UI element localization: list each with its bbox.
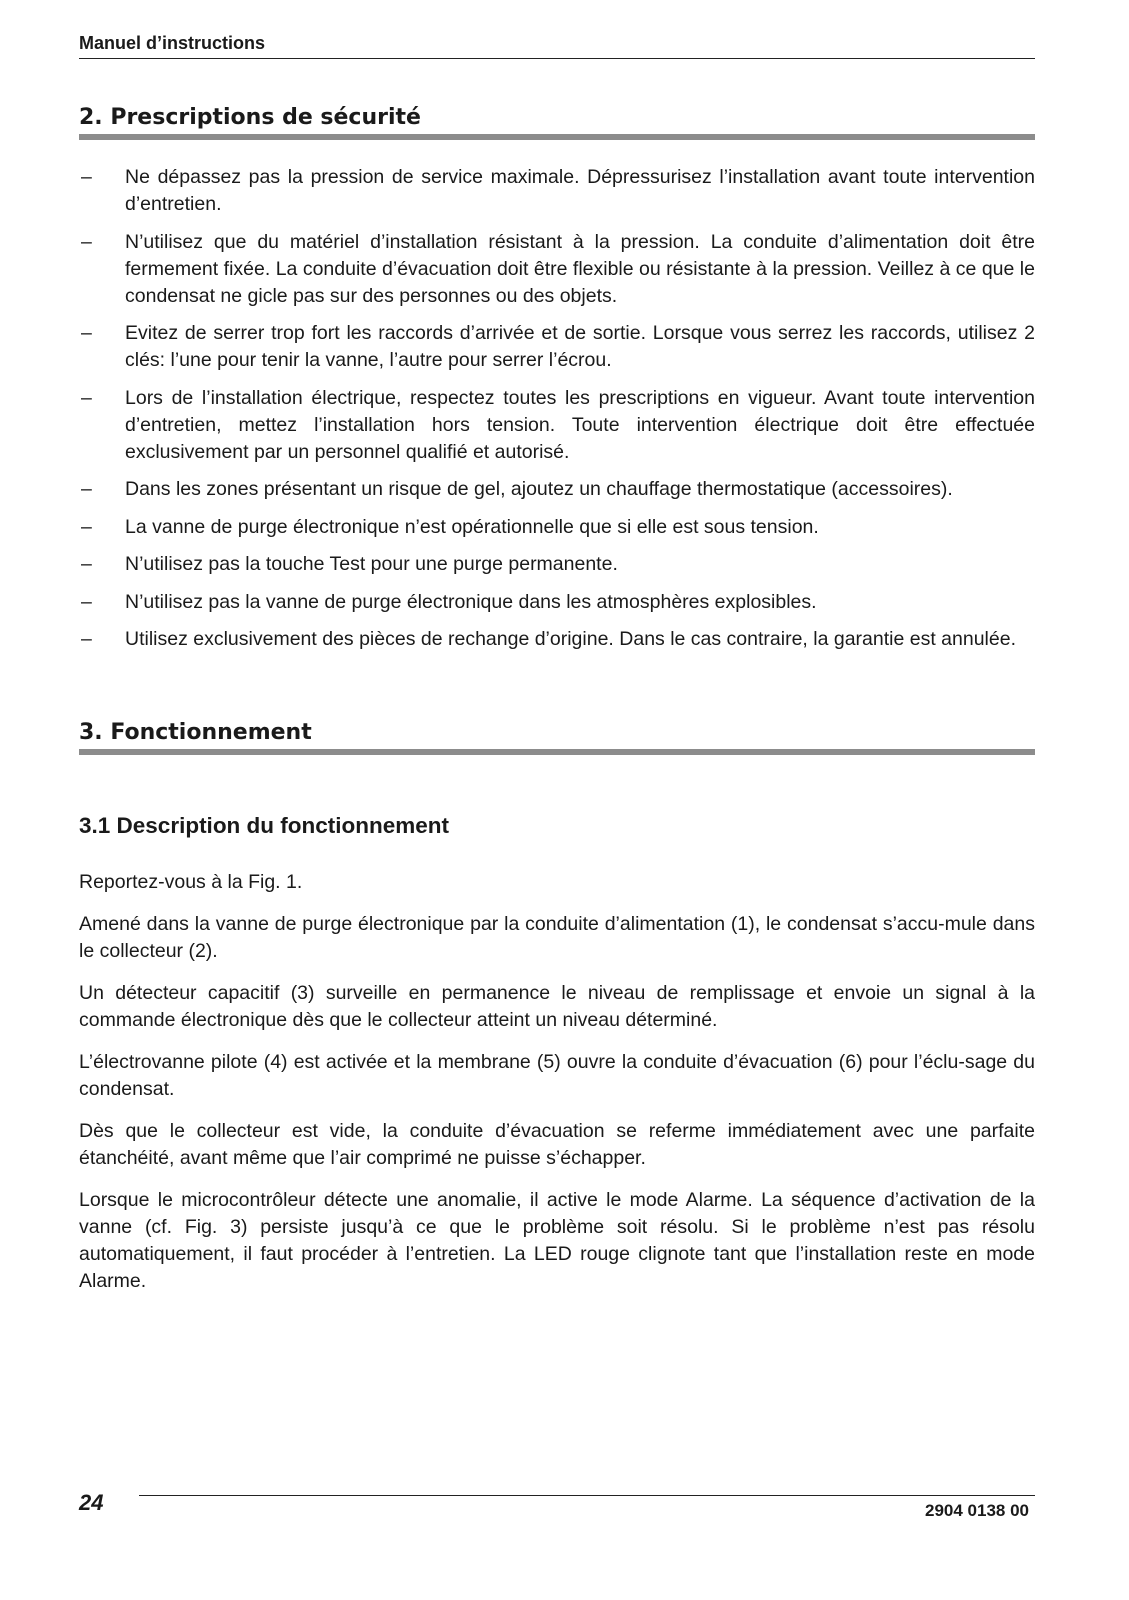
paragraph: Amené dans la vanne de purge électronique par la conduite d’alimentation (1), le condensat s’accu-mule dans le collecteur (2). [79,913,1035,962]
list-item [79,514,1035,541]
dash-bullet: – [81,515,92,538]
paragraph: Reportez-vous à la Fig. 1. [79,871,303,893]
section-divider-bar [79,134,1035,140]
header-rule [79,58,1035,59]
dash-bullet: – [81,628,92,650]
list-item [79,164,1035,218]
dash-bullet: – [81,230,92,253]
list-item-text: N’utilisez pas la touche Test pour une purge permanente. [125,553,618,575]
dash-bullet: – [81,590,92,613]
section-heading-safety: 2. Prescriptions de sécurité [79,105,421,130]
description-body [79,869,1035,1310]
list-item [79,551,1035,578]
section-divider-bar [79,749,1035,755]
list-item-text: N’utilisez que du matériel d’installation résistant à la pression. La conduite d’alimentation doit être fermement fixée. La conduite d’évacuation doit être flexible ou résistante à la pression. Veillez à ce que le condensat ne gicle pas sur des personnes ou des objets. [125,230,1035,307]
list-item [79,626,1035,653]
paragraph: L’électrovanne pilote (4) est activée et la membrane (5) ouvre la conduite d’évacuation (6) pour l’éclu-sage du condensat. [79,1051,1035,1100]
page-number: 24 [79,1490,104,1515]
list-item-text: Dans les zones présentant un risque de gel, ajoutez un chauffage thermostatique (accessoires). [125,478,953,500]
list-item-text: La vanne de purge électronique n’est opérationnelle que si elle est sous tension. [125,515,819,538]
dash-bullet: – [81,553,92,575]
dash-bullet: – [81,166,92,188]
subsection-heading-description: 3.1 Description du fonctionnement [79,813,450,838]
paragraph: Un détecteur capacitif (3) surveille en permanence le niveau de remplissage et envoie un signal à la commande électronique dès que le collecteur atteint un niveau déterminé. [79,982,1035,1031]
dash-bullet: – [81,478,92,500]
list-item-text: Ne dépassez pas la pression de service maximale. Dépressurisez l’installation avant toute intervention d’entretien. [125,166,1035,215]
safety-rules-list [79,164,1035,664]
list-item-text: Utilisez exclusivement des pièces de rechange d’origine. Dans le cas contraire, la garantie est annulée. [125,628,1016,650]
paragraph: Dès que le collecteur est vide, la conduite d’évacuation se referme immédiatement avec une parfaite étanchéité, avant même que l’air comprimé ne puisse s’échapper. [79,1120,1035,1169]
running-header: Manuel d’instructions [79,33,266,53]
list-item [79,385,1035,466]
list-item [79,229,1035,310]
dash-bullet: – [81,322,92,344]
list-item [79,320,1035,374]
dash-bullet: – [81,386,92,409]
list-item-text: Evitez de serrer trop fort les raccords d’arrivée et de sortie. Lorsque vous serrez les raccords, utilisez 2 clés: l’une pour tenir la vanne, l’autre pour serrer l’écrou. [125,322,1035,371]
paragraph: Lorsque le microcontrôleur détecte une anomalie, il active le mode Alarme. La séquence d’activation de la vanne (cf. Fig. 3) persiste jusqu’à ce que le problème soit résolu. Si le problème n’est pas résolu automatiquement, il faut procéder à l’entretien. La LED rouge clignote tant que l’installation reste en mode Alarme. [79,1189,1035,1292]
list-item-text: Lors de l’installation électrique, respectez toutes les prescriptions en vigueur. Avant toute intervention d’entretien, mettez l’installation hors tension. Toute intervention électrique doit être effectuée exclusivement par un personnel qualifié et autorisé. [125,386,1035,463]
list-item [79,589,1035,616]
document-number: 2904 0138 00 [925,1501,1029,1520]
list-item-text: N’utilisez pas la vanne de purge électronique dans les atmosphères explosibles. [125,590,817,613]
manual-page [79,0,1035,1600]
list-item [79,476,1035,503]
section-heading-operation: 3. Fonctionnement [79,720,312,745]
footer-rule [139,1495,1035,1496]
